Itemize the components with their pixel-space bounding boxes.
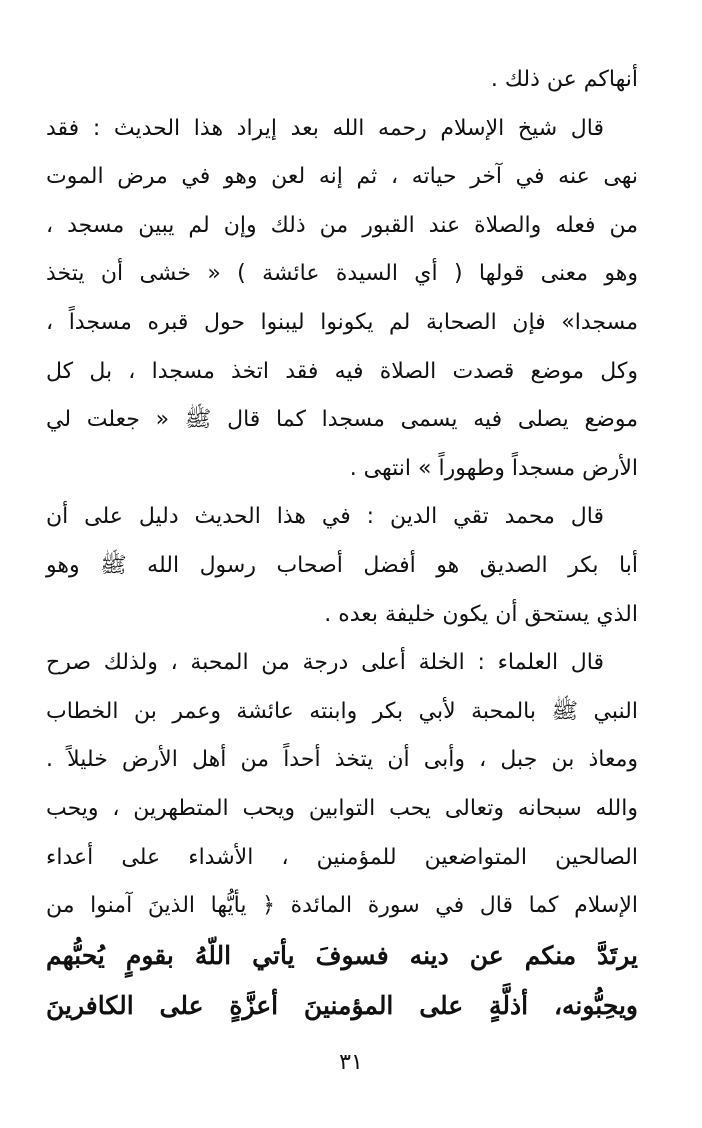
text-line-12: الذي يستحق أن يكون خليفة بعده .	[324, 601, 638, 627]
text-line-5: وهو معنى قولها ( أي السيدة عائشة ) « خشى أن يتخذ	[46, 261, 638, 287]
text-line-9: الأرض مسجداً وطهوراً » انتهى .	[349, 455, 638, 481]
quran-line-2: ويحِبُّونه، أذلَّةٍ على المؤمنينَ أعزَّةٍ على الكافرينَ	[46, 990, 638, 1020]
page-number: ٣١	[339, 1050, 363, 1075]
page-text	[46, 56, 638, 1031]
text-line-1: أنهاكم عن ذلك .	[490, 67, 638, 92]
text-line-18: الإسلام كما قال في سورة المائدة ﴿ يأيُّها الذينَ آمنوا من	[46, 893, 638, 919]
text-line-2: قال شيخ الإسلام رحمه الله بعد إيراد هذا الحديث : فقد	[46, 115, 604, 141]
text-line-13: قال العلماء : الخلة أعلى درجة من المحبة ، ولذلك صرح	[46, 650, 604, 676]
text-line-11: أبا بكر الصديق هو أفضل أصحاب رسول الله ﷺ وهو	[46, 552, 638, 578]
text-line-4: من فعله والصلاة عند القبور من ذلك وإن لم يبين مسجد ،	[46, 212, 638, 238]
text-line-14: النبي ﷺ بالمحبة لأبي بكر وابنته عائشة وعمر بن الخطاب	[46, 698, 638, 724]
text-line-15: ومعاذ بن جبل ، وأبى أن يتخذ أحداً من أهل الأرض خليلاً .	[46, 747, 638, 773]
text-line-8: موضع يصلى فيه يسمى مسجدا كما قال ﷺ « جعلت لي	[46, 407, 638, 433]
text-line-6: مسجدا» فإن الصحابة لم يكونوا ليبنوا حول قبره مسجداً ،	[46, 309, 638, 335]
text-line-7: وكل موضع قصدت الصلاة فيه فقد اتخذ مسجدا ، بل كل	[46, 358, 638, 384]
text-line-17: الصالحين المتواضعين للمؤمنين ، الأشداء على أعداء	[46, 844, 638, 870]
quran-line-1: يرتَدَّ منكم عن دينه فسوفَ يأتي اللّهُ بقومٍ يُحبُّهم	[46, 940, 638, 970]
text-line-3: نهى عنه في آخر حياته ، ثم إنه لعن وهو في مرض الموت	[46, 164, 638, 190]
text-line-16: والله سبحانه وتعالى يحب التوابين ويحب المتطهرين ، ويحب	[46, 795, 638, 821]
text-line-10: قال محمد تقي الدين : في هذا الحديث دليل على أن	[46, 504, 604, 530]
